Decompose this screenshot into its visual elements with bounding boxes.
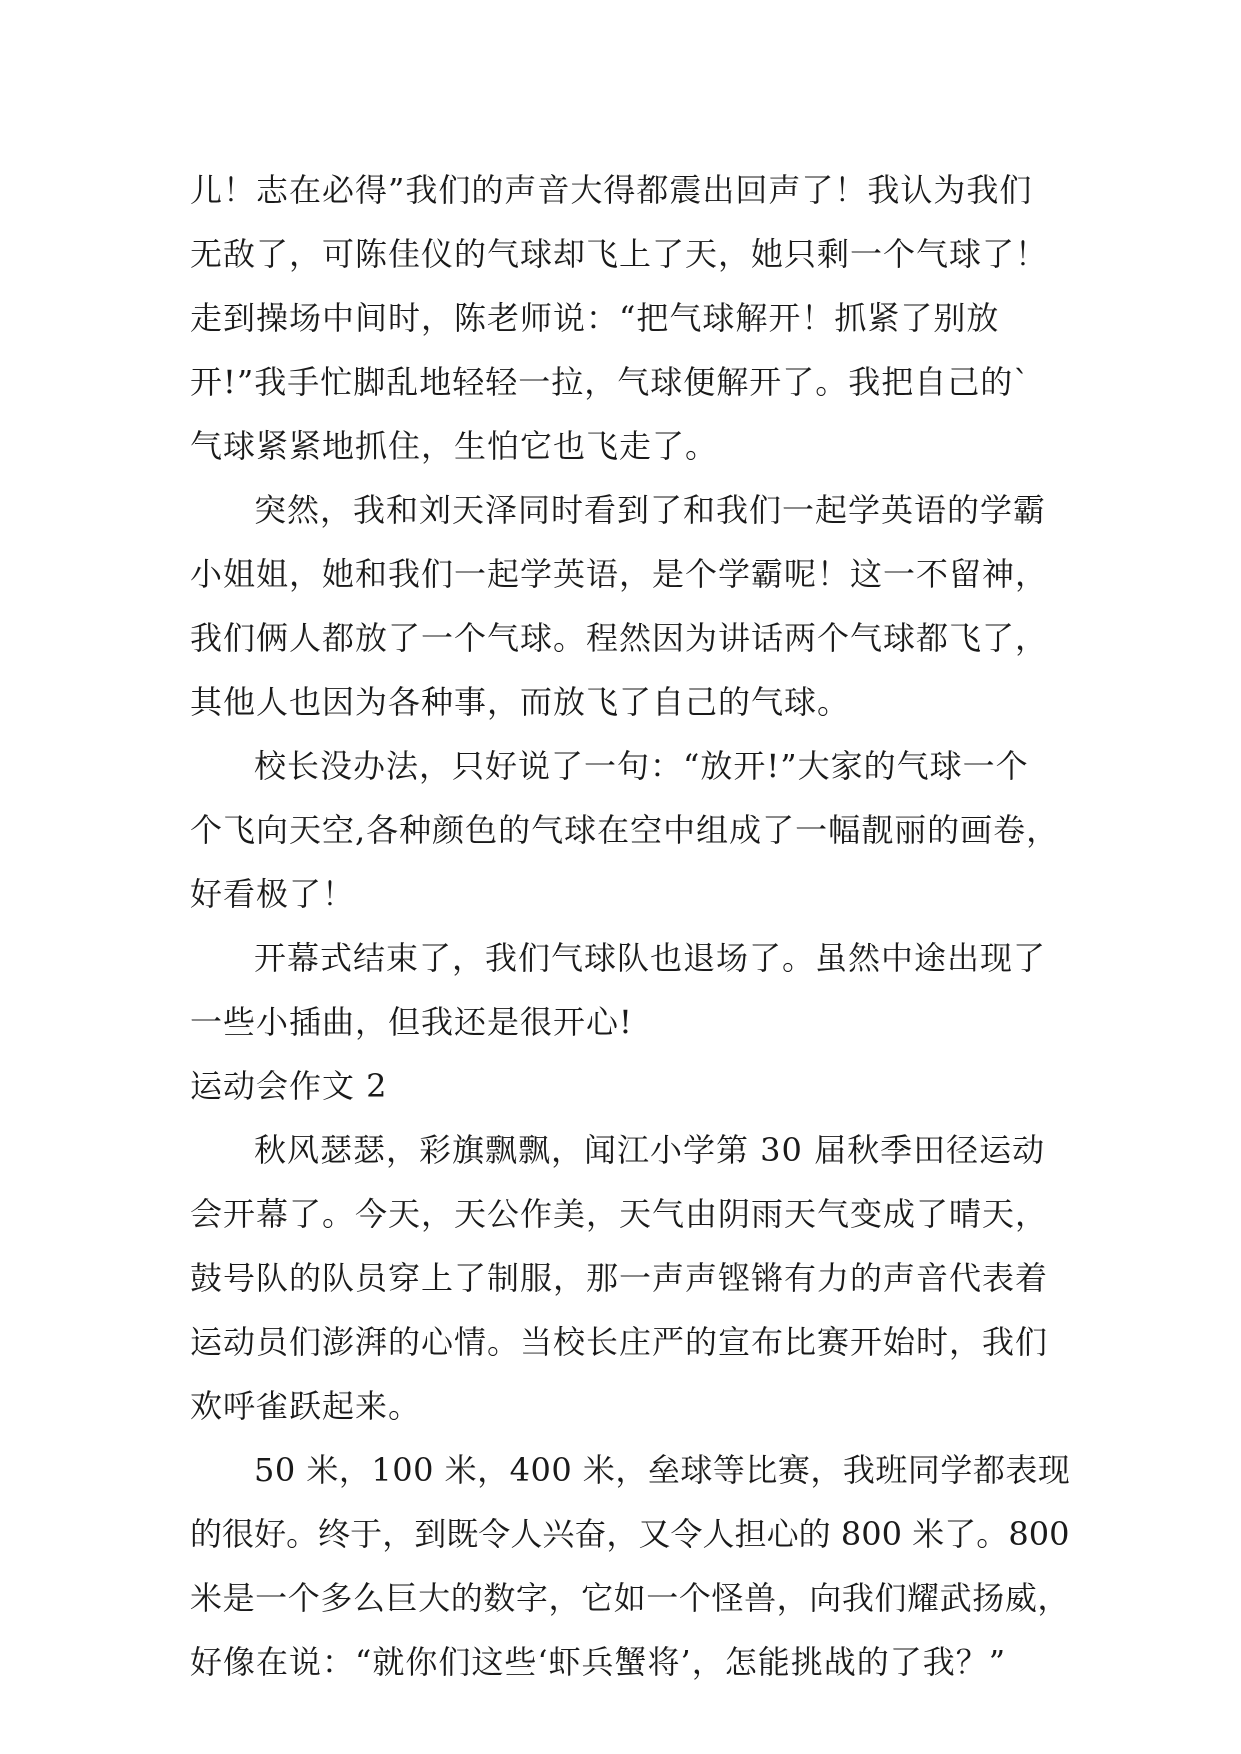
text-line: 小姐姐，她和我们一起学英语，是个学霸呢！这一不留神， — [190, 555, 1049, 593]
text-line: 运动会作文 2 — [190, 1067, 388, 1105]
text-line: 一些小插曲，但我还是很开心! — [190, 1003, 633, 1041]
text-line: 好看极了！ — [190, 875, 356, 913]
text-line: 无敌了，可陈佳仪的气球却飞上了天，她只剩一个气球了！ — [190, 235, 1049, 273]
text-line: 欢呼雀跃起来。 — [190, 1387, 422, 1425]
text-line: 开!”我手忙脚乱地轻轻一拉，气球便解开了。我把自己的` — [190, 363, 1031, 401]
essay-text-block — [190, 158, 1070, 1694]
text-line: 气球紧紧地抓住，生怕它也飞走了。 — [190, 427, 719, 465]
text-line: 走到操场中间时，陈老师说：“把气球解开！抓紧了别放 — [190, 299, 1000, 337]
paragraph-first-line: 开幕式结束了，我们气球队也退场了。虽然中途出现了 — [254, 939, 1047, 977]
paragraph-first-line: 秋风瑟瑟，彩旗飘飘，闻江小学第 30 届秋季田径运动 — [254, 1131, 1046, 1169]
text-line: 鼓号队的队员穿上了制服，那一声声铿锵有力的声音代表着 — [190, 1259, 1049, 1297]
text-line: 会开幕了。今天，天公作美，天气由阴雨天气变成了晴天， — [190, 1195, 1049, 1233]
paragraph-first-line: 50 米，100 米，400 米，垒球等比赛，我班同学都表现 — [254, 1451, 1071, 1489]
text-line: 米是一个多么巨大的数字，它如一个怪兽，向我们耀武扬威， — [190, 1579, 1071, 1617]
text-line: 个飞向天空,各种颜色的气球在空中组成了一幅靓丽的画卷， — [190, 811, 1060, 849]
text-line: 的很好。终于，到既令人兴奋，又令人担心的 800 米了。800 — [190, 1515, 1070, 1553]
text-line: 其他人也因为各种事，而放飞了自己的气球。 — [190, 683, 851, 721]
text-line: 我们俩人都放了一个气球。程然因为讲话两个气球都飞了， — [190, 619, 1049, 657]
text-line: 儿！志在必得”我们的声音大得都震出回声了！我认为我们 — [190, 171, 1033, 209]
paragraph-first-line: 校长没办法，只好说了一句：“放开!”大家的气球一个 — [254, 747, 1029, 785]
text-line: 好像在说：“就你们这些‘虾兵蟹将’，怎能挑战的了我？” — [190, 1643, 1007, 1681]
text-line: 运动员们澎湃的心情。当校长庄严的宣布比赛开始时，我们 — [190, 1323, 1049, 1361]
paragraph-first-line: 突然，我和刘天泽同时看到了和我们一起学英语的学霸 — [254, 491, 1047, 529]
